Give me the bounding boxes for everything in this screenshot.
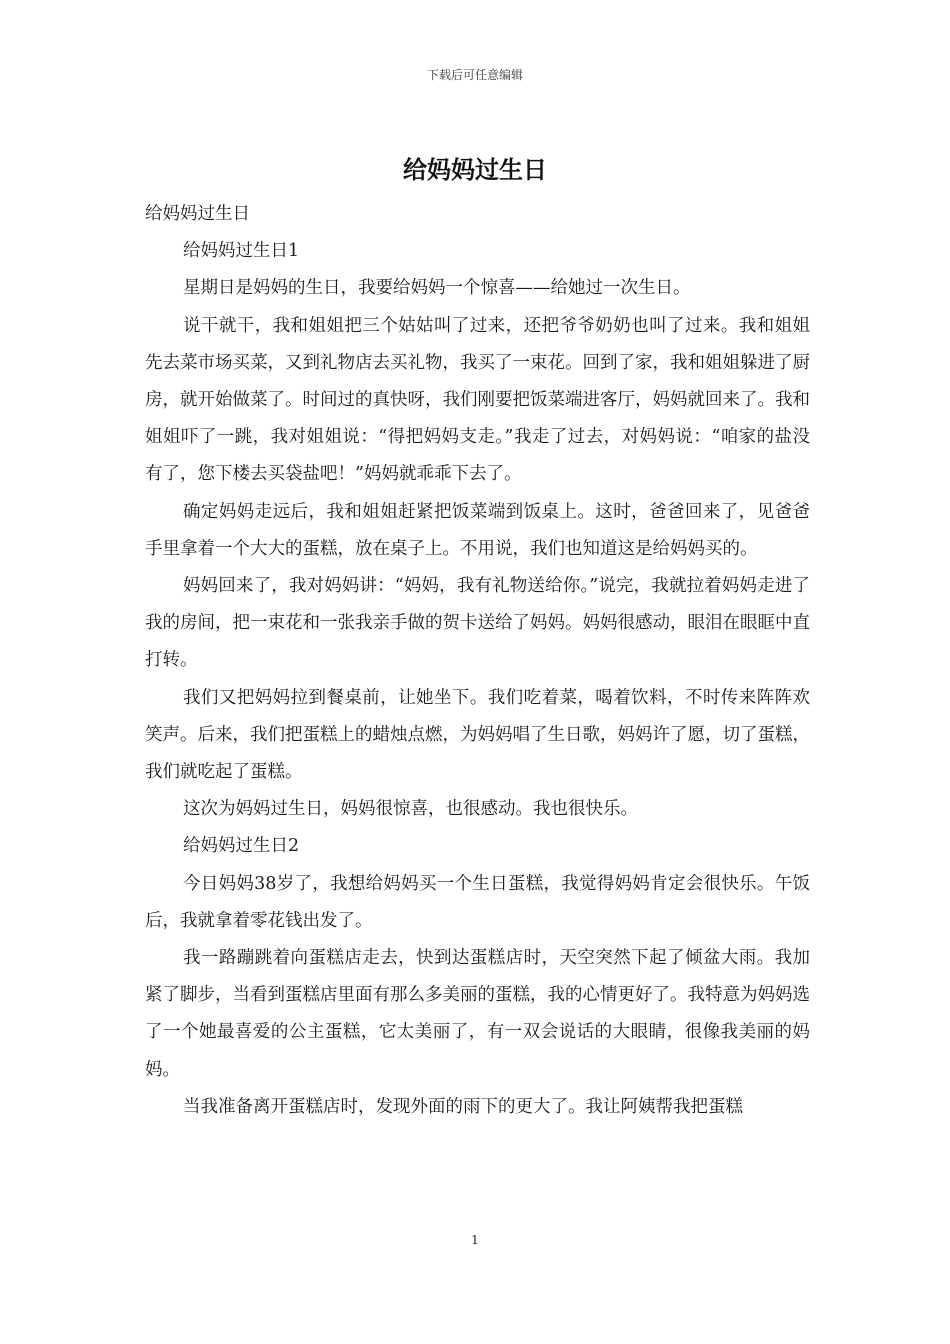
page-number: 1 [471, 1233, 479, 1247]
section-heading: 给妈妈过生日1 [183, 241, 300, 262]
page-header: 下载后可任意编辑 [426, 68, 523, 82]
paragraph: 今日妈妈38岁了，我想给妈妈买一个生日蛋糕，我觉得妈妈肯定会很快乐。午饭后，我就拿着零花钱出发了。 [145, 873, 810, 931]
section-heading: 给妈妈过生日2 [183, 836, 300, 857]
document-title: 给妈妈过生日 [403, 155, 547, 184]
paragraph: 这次为妈妈过生日，妈妈很惊喜，也很感动。我也很快乐。 [183, 799, 638, 820]
paragraph: 当我准备离开蛋糕店时，发现外面的雨下的更大了。我让阿姨帮我把蛋糕 [183, 1096, 743, 1117]
paragraph: 星期日是妈妈的生日，我要给妈妈一个惊喜——给她过一次生日。 [183, 278, 691, 299]
paragraph: 妈妈回来了，我对妈妈讲：“妈妈，我有礼物送给你。”说完，我就拉着妈妈走进了我的房间，把一束花和一张我亲手做的贺卡送给了妈妈。妈妈很感动，眼泪在眼眶中直打转。 [145, 576, 810, 671]
paragraph: 我们又把妈妈拉到餐桌前，让她坐下。我们吃着菜，喝着饮料，不时传来阵阵欢笑声。后来，我们把蛋糕上的蜡烛点燃，为妈妈唱了生日歌，妈妈许了愿，切了蛋糕，我们就吃起了蛋糕。 [145, 687, 810, 783]
document-body [145, 196, 810, 1126]
paragraph: 说干就干，我和姐姐把三个姑姑叫了过来，还把爷爷奶奶也叫了过来。我和姐姐先去菜市场买菜，又到礼物店去买礼物，我买了一束花。回到了家，我和姐姐躲进了厨房，就开始做菜了。时间过的真快呀，我们刚要把饭菜端进客厅，妈妈就回来了。我和姐姐吓了一跳，我对姐姐说：“得把妈妈支走。”我走了过去，对妈妈说：“咱家的盐没有了，您下楼去买袋盐吧！”妈妈就乖乖下去了。 [145, 315, 810, 485]
paragraph: 我一路蹦跳着向蛋糕店走去，快到达蛋糕店时，天空突然下起了倾盆大雨。我加紧了脚步，当看到蛋糕店里面有那么多美丽的蛋糕，我的心情更好了。我特意为妈妈选了一个她最喜爱的公主蛋糕，它太美丽了，有一双会说话的大眼睛，很像我美丽的妈妈。 [145, 948, 810, 1080]
paragraph: 给妈妈过生日 [145, 204, 250, 224]
paragraph: 确定妈妈走远后，我和姐姐赶紧把饭菜端到饭桌上。这时，爸爸回来了，见爸爸手里拿着一个大大的蛋糕，放在桌子上。不用说，我们也知道这是给妈妈买的。 [145, 501, 810, 559]
